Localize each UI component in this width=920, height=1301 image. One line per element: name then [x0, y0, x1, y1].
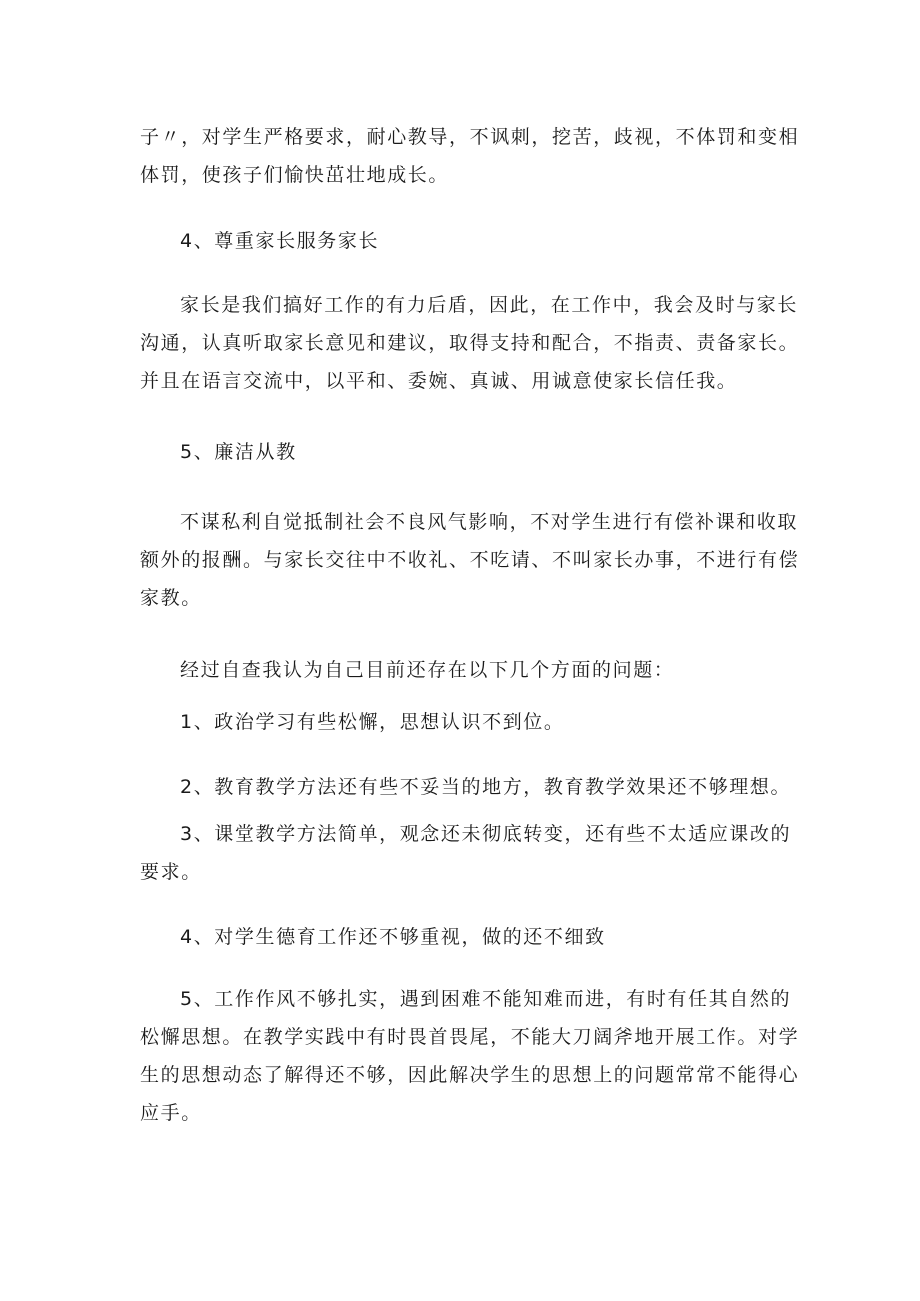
- paragraph-parents: [140, 286, 800, 400]
- text-line: 要求。: [140, 861, 202, 883]
- text-line: 3、课堂教学方法简单，观念还未彻底转变，还有些不太适应课改的: [180, 823, 792, 845]
- problem-item-3: [140, 815, 792, 891]
- text-line: 家长是我们搞好工作的有力后盾，因此，在工作中，我会及时与家长: [180, 294, 799, 316]
- text-line: 体罚，使孩子们愉快茁壮地成长。: [140, 164, 450, 186]
- text-line: 经过自查我认为自己目前还存在以下几个方面的问题：: [180, 659, 675, 681]
- text-line: 应手。: [140, 1102, 202, 1124]
- text-line: 子〃，对学生严格要求，耐心教导，不讽刺，挖苦，歧视，不体罚和变相: [140, 126, 800, 148]
- paragraph-self-check-intro: [140, 651, 785, 689]
- text-line: 4、对学生德育工作还不够重视，做的还不细致: [180, 926, 606, 948]
- problem-item-4: [140, 918, 785, 956]
- text-line: 沟通，认真听取家长意见和建议，取得支持和配合，不指责、责备家长。: [140, 332, 800, 354]
- text-line: 不谋私利自觉抵制社会不良风气影响，不对学生进行有偿补课和收取: [180, 511, 799, 533]
- problem-item-2: [140, 768, 792, 806]
- problem-item-1: [140, 703, 785, 741]
- text-line: 生的思想动态了解得还不够，因此解决学生的思想上的问题常常不能得心: [140, 1064, 800, 1086]
- problem-item-5: [140, 980, 800, 1132]
- text-line: 并且在语言交流中，以平和、委婉、真诚、用诚意使家长信任我。: [140, 370, 738, 392]
- text-line: 家教。: [140, 587, 202, 609]
- paragraph-continuation: [140, 118, 800, 194]
- text-line: 2、教育教学方法还有些不妥当的地方，教育教学效果还不够理想。: [180, 776, 792, 798]
- paragraph-integrity: [140, 503, 800, 617]
- text-line: 5、工作作风不够扎实，遇到困难不能知难而进，有时有任其自然的: [180, 988, 792, 1010]
- text-line: 1、政治学习有些松懈，思想认识不到位。: [180, 711, 565, 733]
- text-line: 额外的报酬。与家长交往中不收礼、不吃请、不叫家长办事，不进行有偿: [140, 549, 800, 571]
- text-line: 松懈思想。在教学实践中有时畏首畏尾，不能大刀阔斧地开展工作。对学: [140, 1026, 800, 1048]
- heading-text: 5、廉洁从教: [180, 441, 297, 463]
- heading-text: 4、尊重家长服务家长: [180, 230, 380, 252]
- section-heading-5: [140, 433, 785, 471]
- section-heading-4: [140, 222, 785, 260]
